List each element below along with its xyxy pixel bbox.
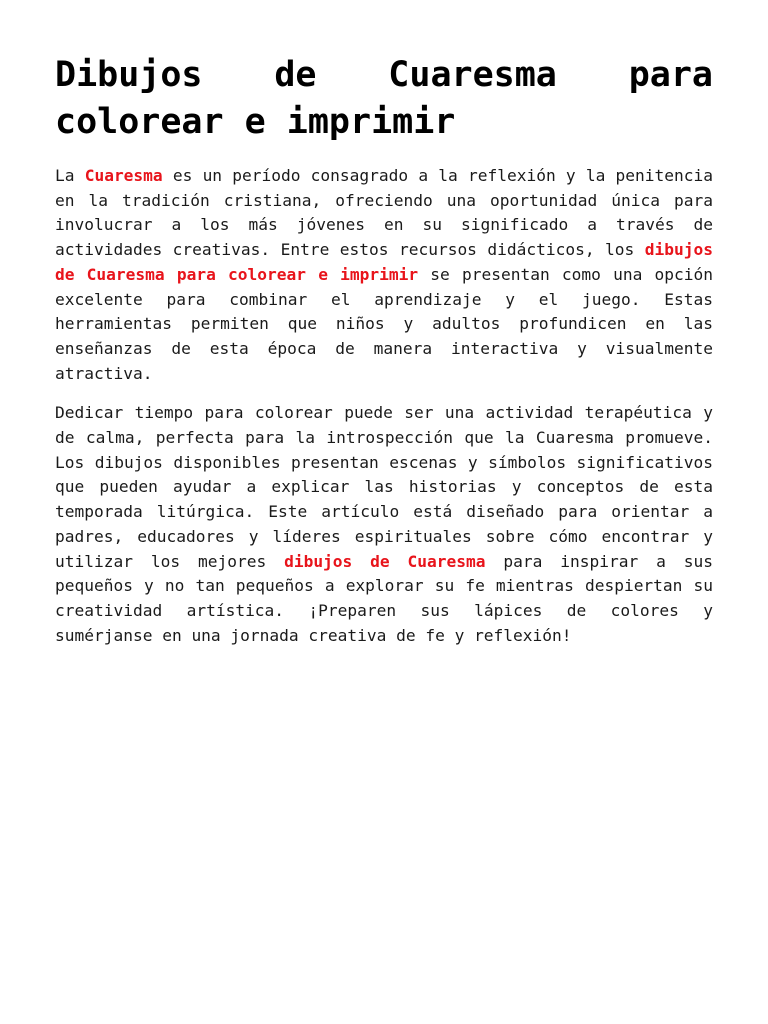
paragraph-text: es un período consagrado a la reflexión y la penitencia en la tradición cristiana, ofreciendo una oportunidad única para involucrar a los más jóvenes en su significado a través de actividades creativas. Entre estos recursos didácticos, los (55, 166, 713, 260)
paragraph-text: para inspirar a sus pequeños y no tan pequeños a explorar su fe mientras despiertan su creatividad artística. ¡Preparen sus lápices de colores y sumérjanse en una jornada creativa de fe y reflexión! (55, 551, 713, 645)
dibujos-cuaresma-link[interactable]: dibujos de Cuaresma (284, 551, 486, 571)
article (55, 52, 713, 648)
cuaresma-link[interactable]: Cuaresma (84, 166, 163, 185)
dibujos-colorear-imprimir-link[interactable]: dibujos de Cuaresma para colorear e imprimir (55, 240, 713, 284)
intro-paragraph (55, 164, 713, 386)
article-title: Dibujos de Cuaresma para colorear e imprimir (55, 55, 713, 142)
paragraph-text: La (55, 166, 85, 185)
paragraph-text: se presentan como una opción excelente para combinar el aprendizaje y el juego. Estas herramientas permiten que niños y adultos profundicen en las enseñanzas de esta época de manera interactiva y visualmente atractiva. (55, 264, 713, 383)
paragraph-text: Dedicar tiempo para colorear puede ser una actividad terapéutica y de calma, perfecta para la introspección que la Cuaresma promueve. Los dibujos disponibles presentan escenas y símbolos significativos que pueden ayudar a explicar las historias y conceptos de esta temporada litúrgica. Este artículo está diseñado para orientar a padres, educadores y líderes espirituales sobre cómo encontrar y utilizar los mejores (55, 403, 713, 571)
second-paragraph (55, 401, 713, 648)
